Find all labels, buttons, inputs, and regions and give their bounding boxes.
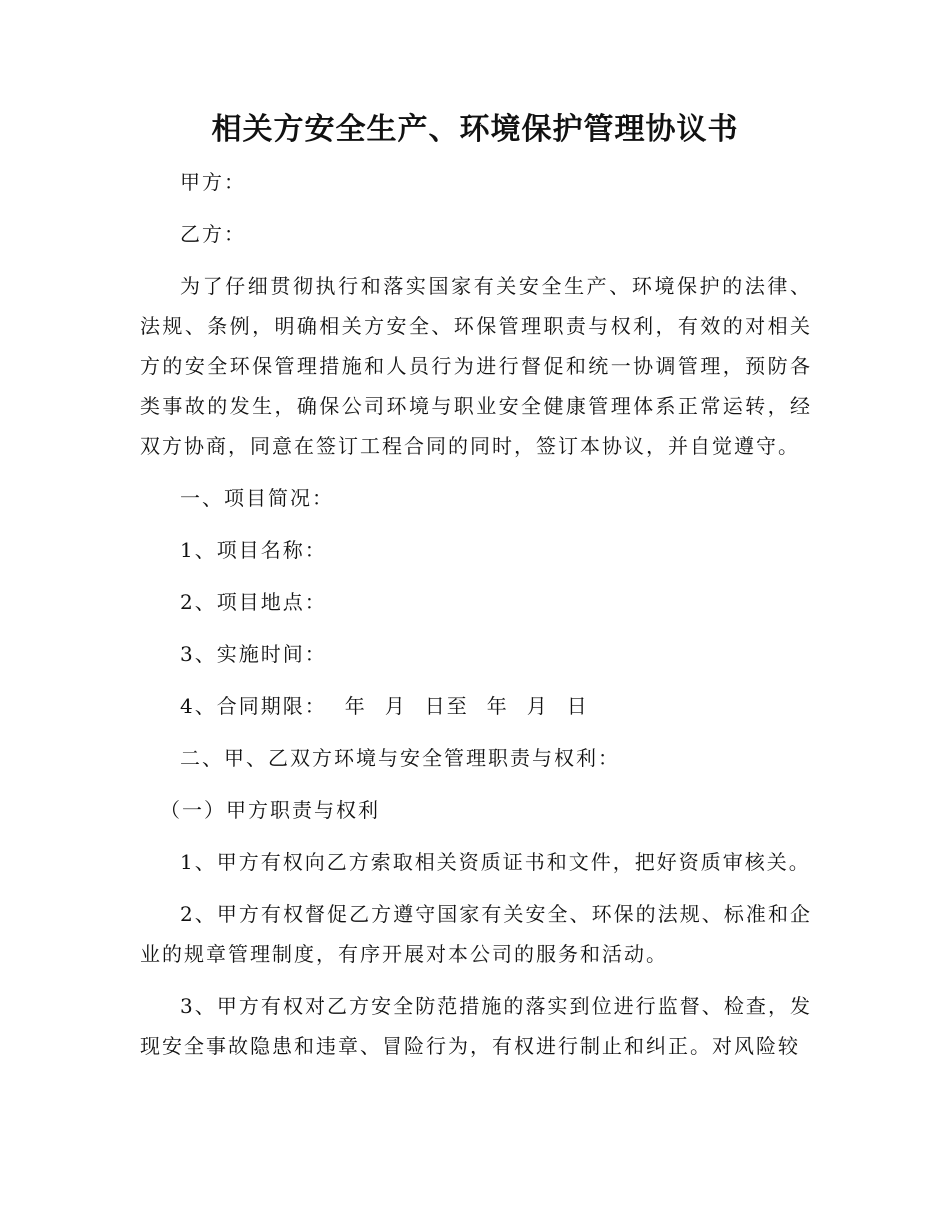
end-day: 日 xyxy=(566,694,589,718)
implementation-time-line: 3、实施时间： xyxy=(180,642,327,666)
project-location-line: 2、项目地点： xyxy=(180,590,327,614)
party-b-line: 乙方： xyxy=(180,222,246,246)
intro-paragraph: 为了仔细贯彻执行和落实国家有关安全生产、环境保护的法律、法规、条例，明确相关方安全、环保管理职责与权利，有效的对相关方的安全环保管理措施和人员行为进行督促和统一协调管理，预防各类事故的发生，确保公司环境与职业安全健康管理体系正常运转，经双方协商，同意在签订工程合同的同时，签订本协议，并自觉遵守。 xyxy=(140,274,812,458)
contract-period-label: 4、合同期限： xyxy=(180,694,327,718)
end-month: 月 xyxy=(526,694,549,718)
clause-1: 1、甲方有权向乙方索取相关资质证书和文件，把好资质审核关。 xyxy=(180,850,811,874)
party-a-duties-heading: （一）甲方职责与权利 xyxy=(160,798,380,822)
document-body xyxy=(140,162,812,1078)
section2-heading: 二、甲、乙双方环境与安全管理职责与权利： xyxy=(180,746,620,770)
contract-period-line xyxy=(140,686,812,726)
project-name-line: 1、项目名称： xyxy=(180,538,327,562)
clause-2: 2、甲方有权督促乙方遵守国家有关安全、环保的法规、标准和企业的规章管理制度，有序开展对本公司的服务和活动。 xyxy=(140,902,812,966)
clause-3: 3、甲方有权对乙方安全防范措施的落实到位进行监督、检查，发现安全事故隐患和违章、冒险行为，有权进行制止和纠正。对风险较 xyxy=(140,994,812,1058)
start-month: 月 xyxy=(384,694,407,718)
start-year: 年 xyxy=(344,694,367,718)
section1-heading: 一、项目简况： xyxy=(180,486,334,510)
start-day-to: 日至 xyxy=(424,694,469,718)
document-title: 相关方安全生产、环境保护管理协议书 xyxy=(211,112,739,147)
end-year: 年 xyxy=(486,694,509,718)
party-a-line: 甲方： xyxy=(180,170,246,194)
